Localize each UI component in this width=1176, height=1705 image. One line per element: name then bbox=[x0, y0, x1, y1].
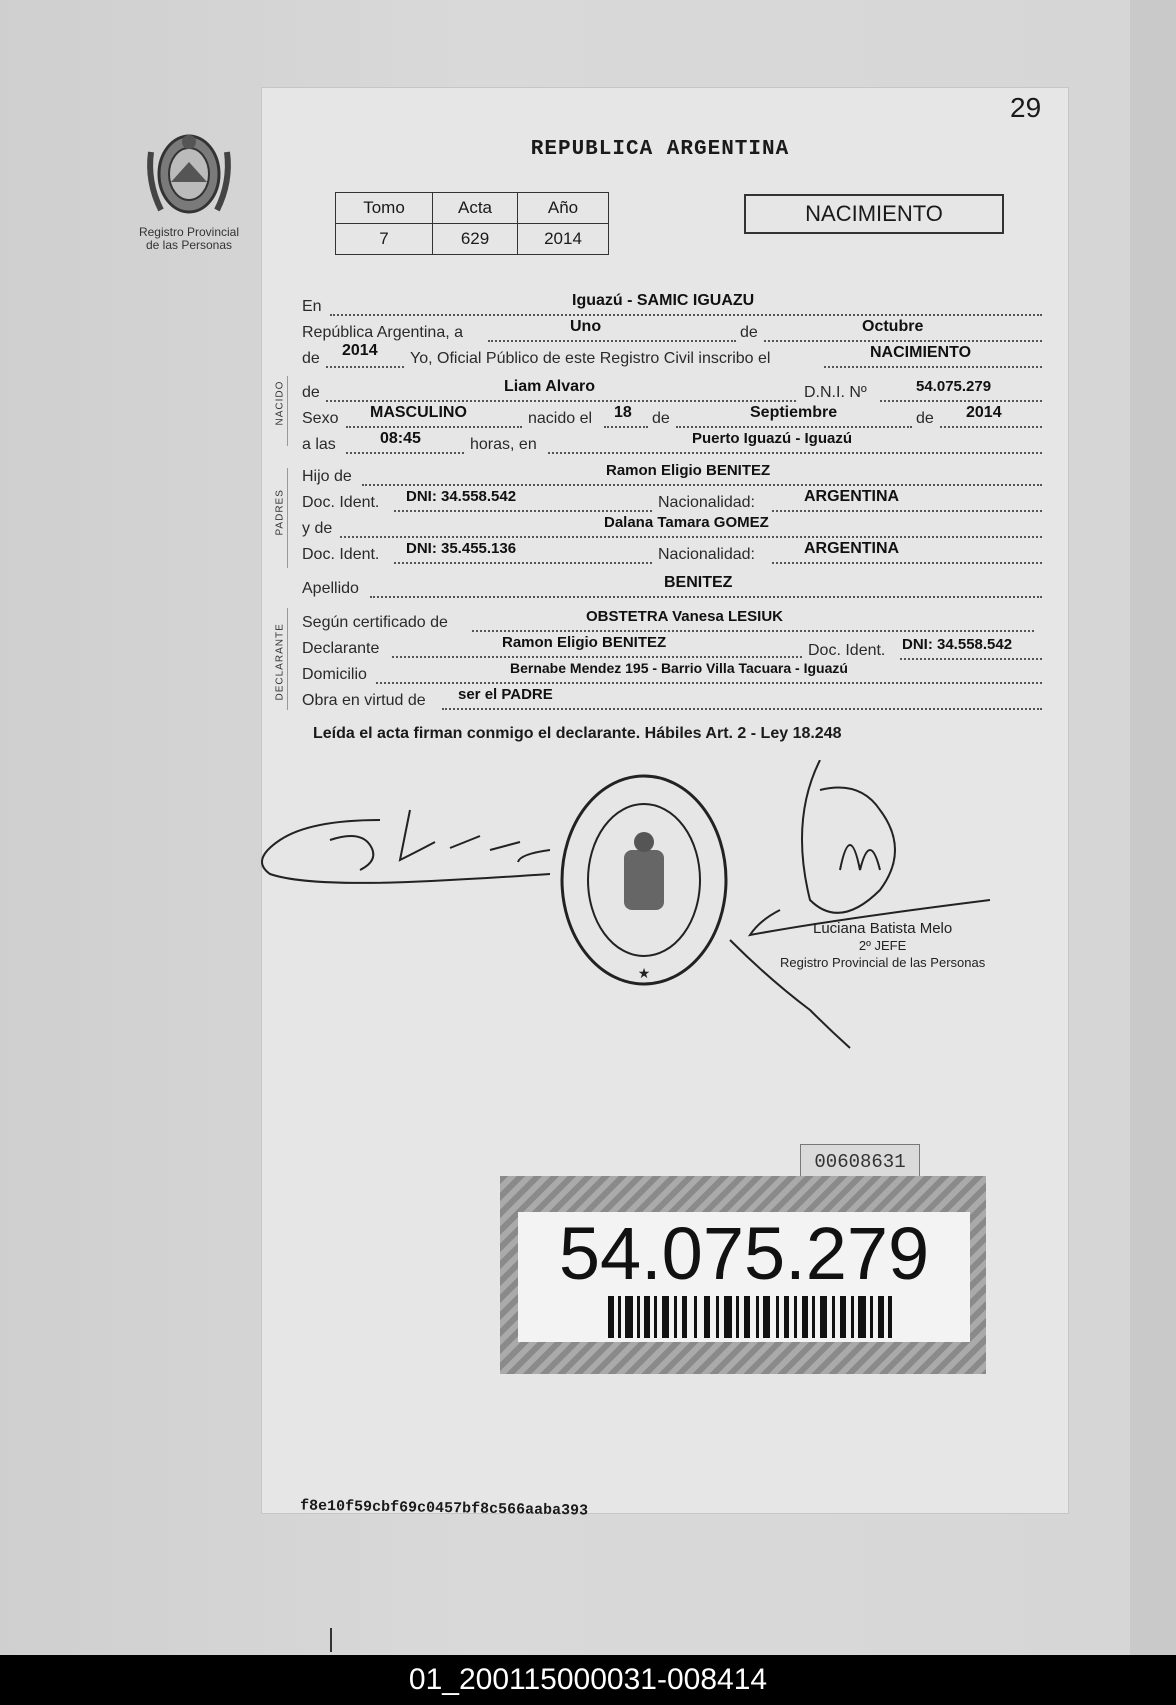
closing-statement: Leída el acta firman conmigo el declarante. Hábiles Art. 2 - Ley 18.248 bbox=[313, 725, 842, 742]
dni-sticker-label bbox=[518, 1212, 970, 1342]
dotted-line bbox=[346, 426, 522, 428]
header-acta: Acta bbox=[433, 193, 518, 224]
dotted-line bbox=[326, 366, 404, 368]
dotted-line bbox=[394, 562, 652, 564]
registry-logo bbox=[128, 122, 250, 252]
dotted-line bbox=[604, 426, 648, 428]
official-seal bbox=[556, 770, 732, 990]
label-de-nombre: de bbox=[302, 384, 320, 401]
serial-number: 00608631 bbox=[800, 1144, 920, 1180]
label-a-las: a las bbox=[302, 436, 336, 453]
dotted-line bbox=[824, 366, 1042, 368]
value-acta: 629 bbox=[433, 224, 518, 255]
value-obra: ser el PADRE bbox=[458, 686, 553, 703]
value-tomo: 7 bbox=[336, 224, 433, 255]
value-inscribo: NACIMIENTO bbox=[870, 344, 972, 361]
dotted-line bbox=[392, 656, 802, 658]
official-office: Registro Provincial de las Personas bbox=[780, 955, 986, 970]
label-doc-ident: Doc. Ident. bbox=[302, 494, 380, 511]
province-emblem-icon bbox=[141, 122, 237, 226]
dotted-line bbox=[326, 400, 796, 402]
document-title: REPUBLICA ARGENTINA bbox=[530, 138, 790, 161]
file-identifier: 01_200115000031-008414 bbox=[0, 1655, 1176, 1705]
value-mes: Octubre bbox=[862, 318, 924, 335]
scan-edge bbox=[1130, 0, 1176, 1655]
section-divider bbox=[287, 376, 288, 446]
label-segun: Según certificado de bbox=[302, 614, 448, 631]
official-name: Luciana Batista Melo bbox=[812, 920, 953, 937]
dotted-line bbox=[488, 340, 736, 342]
label-declarante: Declarante bbox=[302, 640, 380, 657]
dotted-line bbox=[370, 596, 1042, 598]
label-sexo: Sexo bbox=[302, 410, 339, 427]
registry-table bbox=[335, 192, 609, 255]
document-hash: f8e10f59cbf69c0457bf8c566aaba393 bbox=[299, 1497, 589, 1520]
label-nacido-el: nacido el bbox=[528, 410, 593, 427]
dotted-line bbox=[362, 484, 1042, 486]
official-stamp bbox=[780, 920, 985, 971]
value-certificado: OBSTETRA Vanesa LESIUK bbox=[586, 608, 783, 625]
value-lugar: Iguazú - SAMIC IGUAZU bbox=[572, 292, 755, 309]
section-divider bbox=[287, 468, 288, 568]
label-de-mes: de bbox=[652, 410, 670, 427]
value-madre-doc: DNI: 35.455.136 bbox=[406, 540, 517, 557]
label-republica: República Argentina, a bbox=[302, 324, 463, 341]
value-dni: 54.075.279 bbox=[916, 378, 992, 395]
label-dni: D.N.I. Nº bbox=[804, 384, 867, 401]
value-dia: Uno bbox=[570, 318, 602, 335]
value-apellido: BENITEZ bbox=[664, 574, 733, 591]
value-mes-nac: Septiembre bbox=[750, 404, 838, 421]
label-doc-ident-madre: Doc. Ident. bbox=[302, 546, 380, 563]
official-signature bbox=[710, 760, 1010, 1050]
value-padre-doc: DNI: 34.558.542 bbox=[406, 488, 517, 505]
value-anio-nac: 2014 bbox=[966, 404, 1002, 421]
label-domicilio: Domicilio bbox=[302, 666, 367, 683]
header-tomo: Tomo bbox=[336, 193, 433, 224]
label-en: En bbox=[302, 298, 322, 315]
value-declarante-doc: DNI: 34.558.542 bbox=[902, 636, 1013, 653]
dotted-line bbox=[472, 630, 1034, 632]
record-type-box: NACIMIENTO bbox=[744, 194, 1004, 234]
next-page-edge bbox=[330, 1628, 572, 1652]
value-anio: 2014 bbox=[342, 342, 378, 359]
label-obra: Obra en virtud de bbox=[302, 692, 426, 709]
value-lugar-nac: Puerto Iguazú - Iguazú bbox=[692, 430, 852, 447]
logo-caption-2: de las Personas bbox=[145, 238, 233, 252]
page-number: 29 bbox=[1010, 92, 1042, 123]
dotted-line bbox=[548, 452, 1042, 454]
dotted-line bbox=[346, 452, 464, 454]
dotted-line bbox=[376, 682, 1042, 684]
label-y-de: y de bbox=[302, 520, 333, 537]
value-dia-nac: 18 bbox=[614, 404, 632, 421]
dni-sticker bbox=[500, 1176, 986, 1374]
dotted-line bbox=[330, 314, 1042, 316]
dotted-line bbox=[772, 510, 1042, 512]
dotted-line bbox=[764, 340, 1042, 342]
svg-text:★: ★ bbox=[637, 965, 651, 981]
value-sexo: MASCULINO bbox=[370, 404, 467, 421]
declarant-signature bbox=[250, 790, 570, 900]
value-anio: 2014 bbox=[518, 224, 609, 255]
dotted-line bbox=[880, 400, 1042, 402]
side-label-padres: PADRES bbox=[274, 489, 286, 536]
label-nacionalidad-madre: Nacionalidad: bbox=[658, 546, 755, 563]
label-de-anio: de bbox=[302, 350, 320, 367]
label-oficial: Yo, Oficial Público de este Registro Civil inscribo el bbox=[410, 350, 771, 367]
value-nombre: Liam Alvaro bbox=[504, 378, 595, 395]
header-anio: Año bbox=[518, 193, 609, 224]
dotted-line bbox=[340, 536, 1042, 538]
barcode-icon bbox=[608, 1296, 894, 1338]
dotted-line bbox=[394, 510, 652, 512]
value-declarante: Ramon Eligio BENITEZ bbox=[502, 634, 667, 651]
dotted-line bbox=[900, 658, 1042, 660]
dotted-line bbox=[442, 708, 1042, 710]
label-doc-ident-declarante: Doc. Ident. bbox=[808, 642, 886, 659]
value-madre-nac: ARGENTINA bbox=[804, 540, 900, 557]
dotted-line bbox=[676, 426, 912, 428]
label-apellido: Apellido bbox=[302, 580, 359, 597]
logo-caption-1: Registro Provincial bbox=[138, 225, 240, 239]
value-domicilio: Bernabe Mendez 195 - Barrio Villa Tacuara - Iguazú bbox=[510, 660, 848, 676]
official-role: 2º JEFE bbox=[858, 938, 907, 953]
dni-sticker-number: 54.075.279 bbox=[558, 1212, 930, 1295]
value-hora: 08:45 bbox=[380, 430, 421, 447]
side-label-declarante: DECLARANTE bbox=[274, 623, 286, 701]
label-de-anio-nac: de bbox=[916, 410, 934, 427]
label-de: de bbox=[740, 324, 758, 341]
dotted-line bbox=[940, 426, 1042, 428]
value-madre: Dalana Tamara GOMEZ bbox=[604, 514, 769, 531]
label-horas-en: horas, en bbox=[470, 436, 537, 453]
value-padre: Ramon Eligio BENITEZ bbox=[606, 462, 771, 479]
side-label-nacido: NACIDO bbox=[274, 380, 286, 426]
value-padre-nac: ARGENTINA bbox=[804, 488, 900, 505]
label-nacionalidad: Nacionalidad: bbox=[658, 494, 755, 511]
dotted-line bbox=[772, 562, 1042, 564]
section-divider bbox=[287, 608, 288, 710]
label-hijo-de: Hijo de bbox=[302, 468, 352, 485]
